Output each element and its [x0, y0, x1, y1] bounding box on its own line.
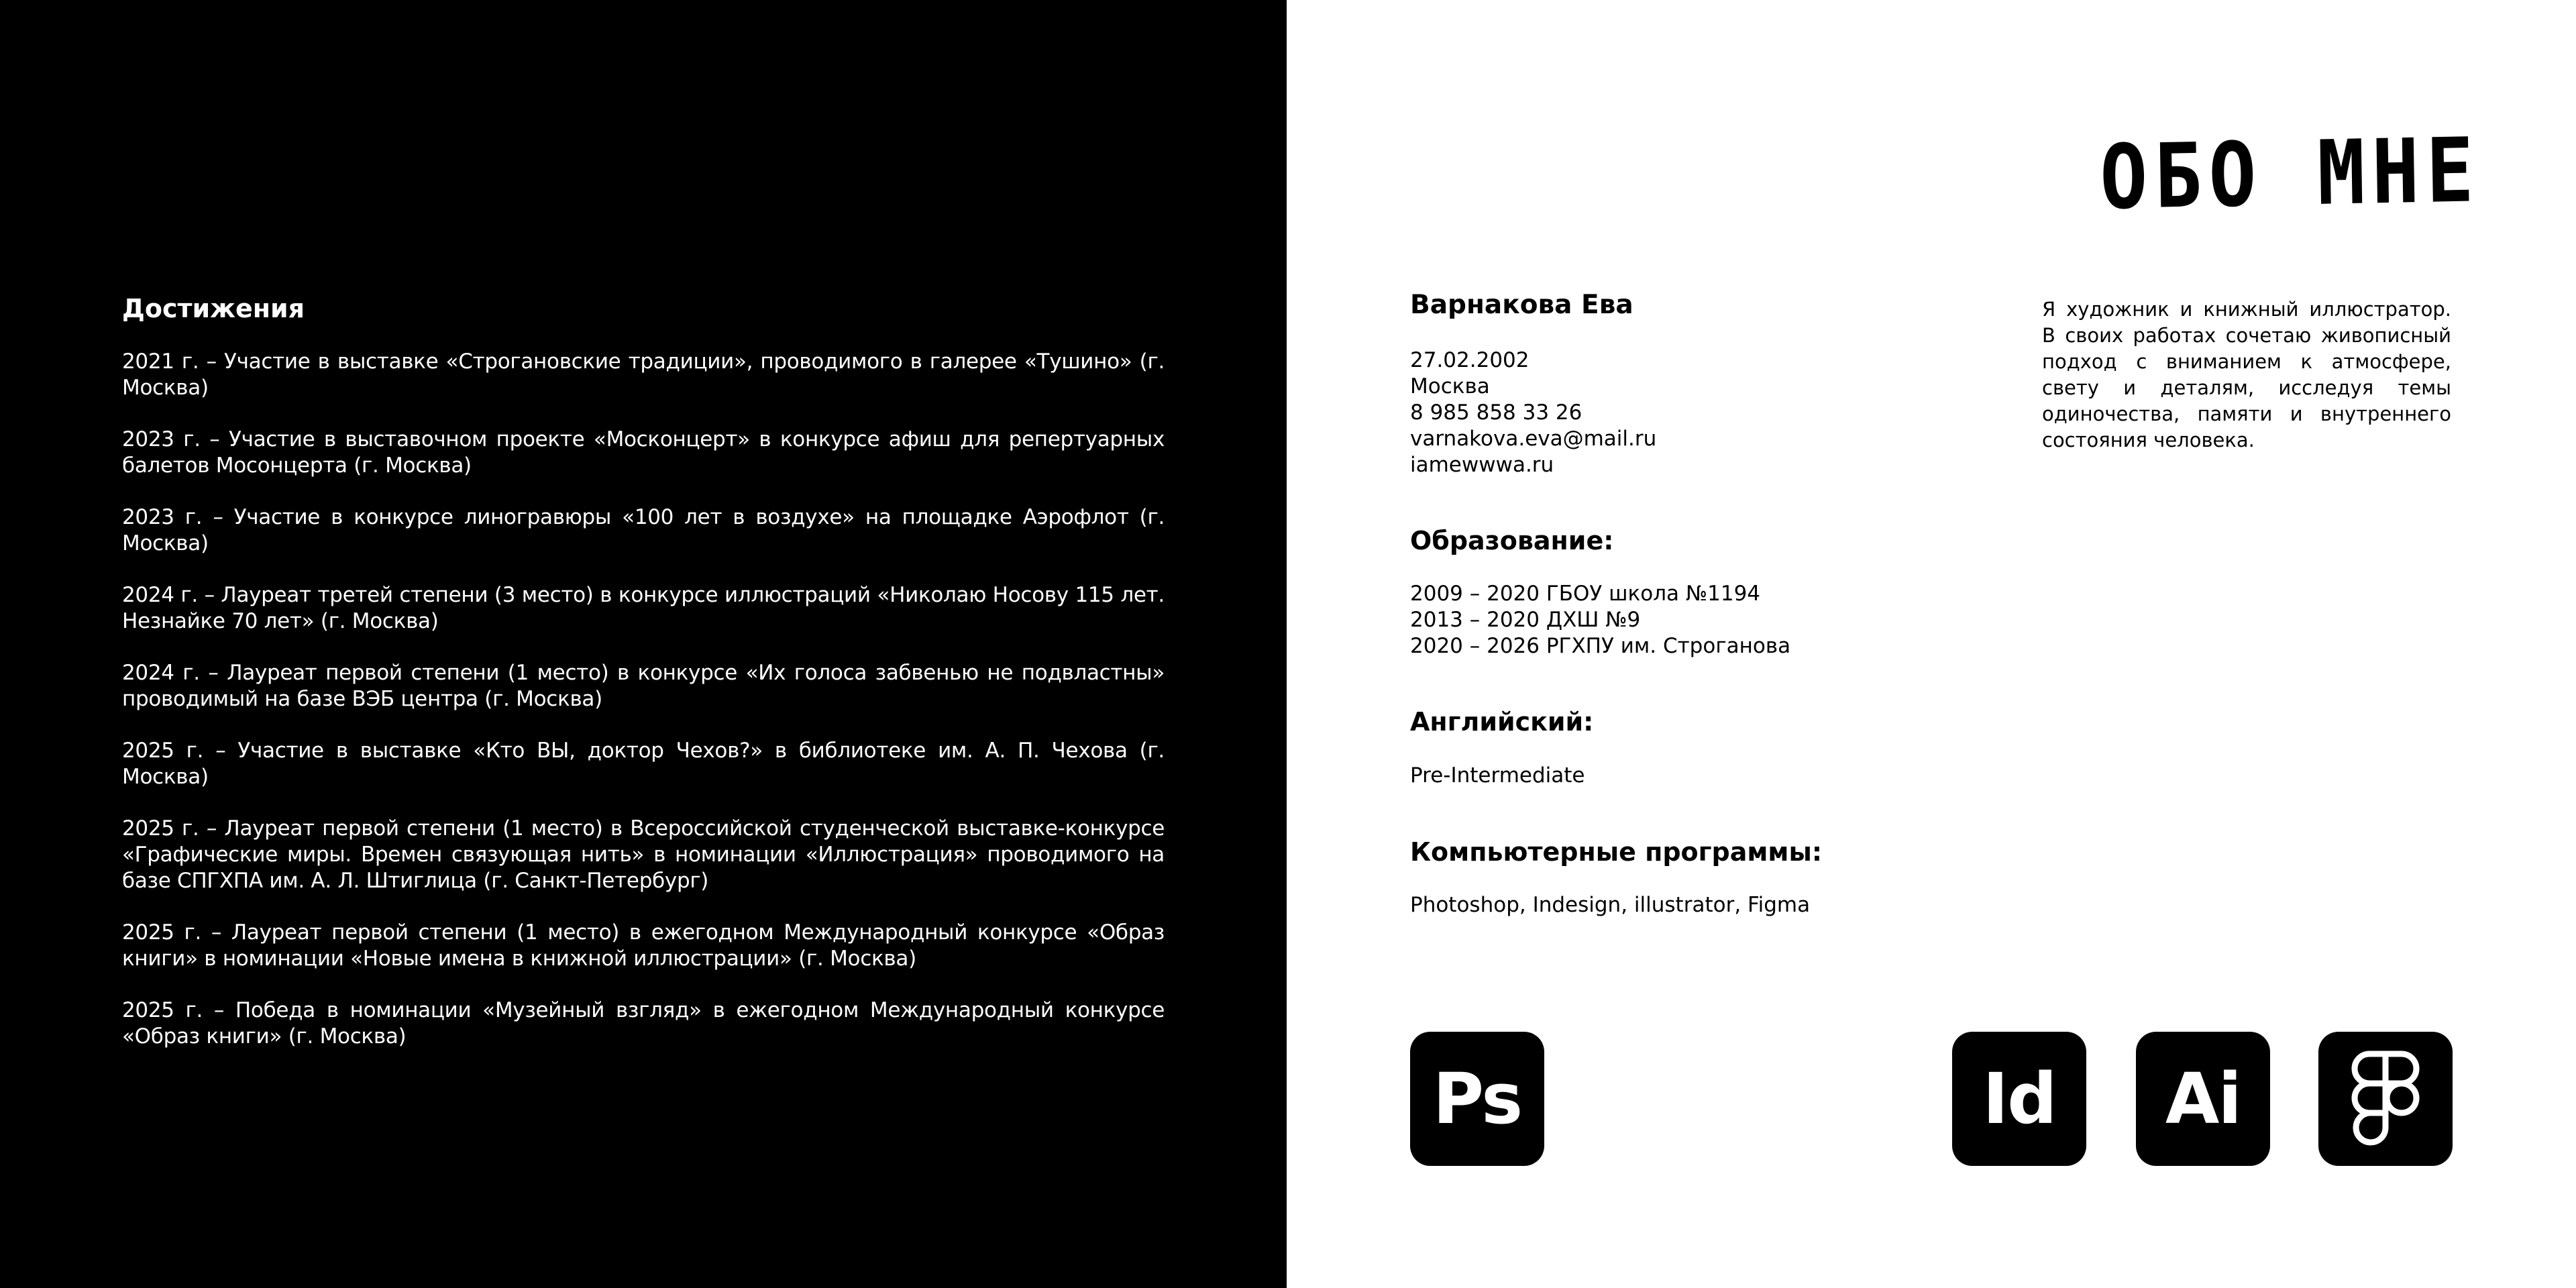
achievement-item: 2021 г. – Участие в выставке «Строгановские традиции», проводимого в галерее «Тушино» (г. Москва) [122, 350, 1165, 400]
indesign-icon: Id [1952, 1032, 2086, 1166]
achievements-list [122, 349, 1165, 1075]
contact-info [1410, 347, 1656, 478]
achievements-heading: Достижения [122, 294, 305, 323]
page-title: ОБО МНЕ [2098, 118, 2481, 229]
education-item: 2020 – 2026 РГХПУ им. Строганова [1410, 634, 1791, 658]
email-address: varnakova.eva@mail.ru [1410, 427, 1657, 451]
person-name: Варнакова Ева [1410, 290, 1633, 320]
software-list: Photoshop, Indesign, illustrator, Figma [1410, 893, 1811, 917]
english-level: Pre-Intermediate [1410, 763, 1585, 788]
achievements-panel [0, 0, 1287, 1288]
achievement-item: 2025 г. – Лауреат первой степени (1 место) в Всероссийской студенческой выставке-конкурсе «Графические миры. Времен связующая нить» в номинации «Иллюстрация» проводимого на базе СПГХПА им. А. Л. Штиглица (г. Санкт-Петербург) [122, 816, 1165, 893]
birth-date: 27.02.2002 [1410, 348, 1529, 372]
achievement-item: 2025 г. – Участие в выставке «Кто ВЫ, доктор Чехов?» в библиотеке им. А. П. Чехова (г. Москва) [122, 739, 1165, 789]
software-title: Компьютерные программы: [1410, 837, 1823, 867]
education-item: 2013 – 2020 ДХШ №9 [1410, 608, 1641, 632]
achievement-item: 2024 г. – Лауреат первой степени (1 место) в конкурсе «Их голоса забвенью не подвластны» проводимый на базе ВЭБ центра (г. Москва) [122, 661, 1165, 711]
about-text: Я художник и книжный иллюстратор. В своих работах сочетаю живописный подход с вниманием к атмосфере, свету и деталям, исследуя темы одиночества, памяти и внутреннего состояния человека. [2042, 298, 2451, 451]
achievement-item: 2024 г. – Лауреат третей степени (3 место) в конкурсе иллюстраций «Николаю Носову 115 лет. Незнайке 70 лет» (г. Москва) [122, 583, 1165, 633]
english-title: Английский: [1410, 707, 1594, 737]
photoshop-icon: Ps [1410, 1032, 1544, 1166]
phone-number: 8 985 858 33 26 [1410, 400, 1582, 425]
figma-logo-shape [2345, 1049, 2426, 1149]
achievement-item: 2023 г. – Участие в выставочном проекте «Москонцерт» в конкурсе афиш для репертуарных балетов Мосонцерта (г. Москва) [122, 427, 1165, 478]
figma-icon [2318, 1032, 2453, 1166]
education-item: 2009 – 2020 ГБОУ школа №1194 [1410, 582, 1761, 606]
achievement-item: 2025 г. – Победа в номинации «Музейный взгляд» в ежегодном Международный конкурсе «Образ книги» (г. Москва) [122, 998, 1165, 1049]
website: iamewwwa.ru [1410, 453, 1554, 477]
achievement-item: 2025 г. – Лауреат первой степени (1 место) в ежегодном Международный конкурсе «Образ книги» в номинации «Новые имена в книжной иллюстрации» (г. Москва) [122, 920, 1165, 971]
education-title: Образование: [1410, 526, 1614, 555]
achievement-item: 2023 г. – Участие в конкурсе линогравюры «100 лет в воздухе» на площадке Аэрофлот (г. Москва) [122, 505, 1165, 555]
education-list [1410, 581, 1790, 659]
city: Москва [1410, 374, 1490, 398]
illustrator-icon: Ai [2136, 1032, 2270, 1166]
